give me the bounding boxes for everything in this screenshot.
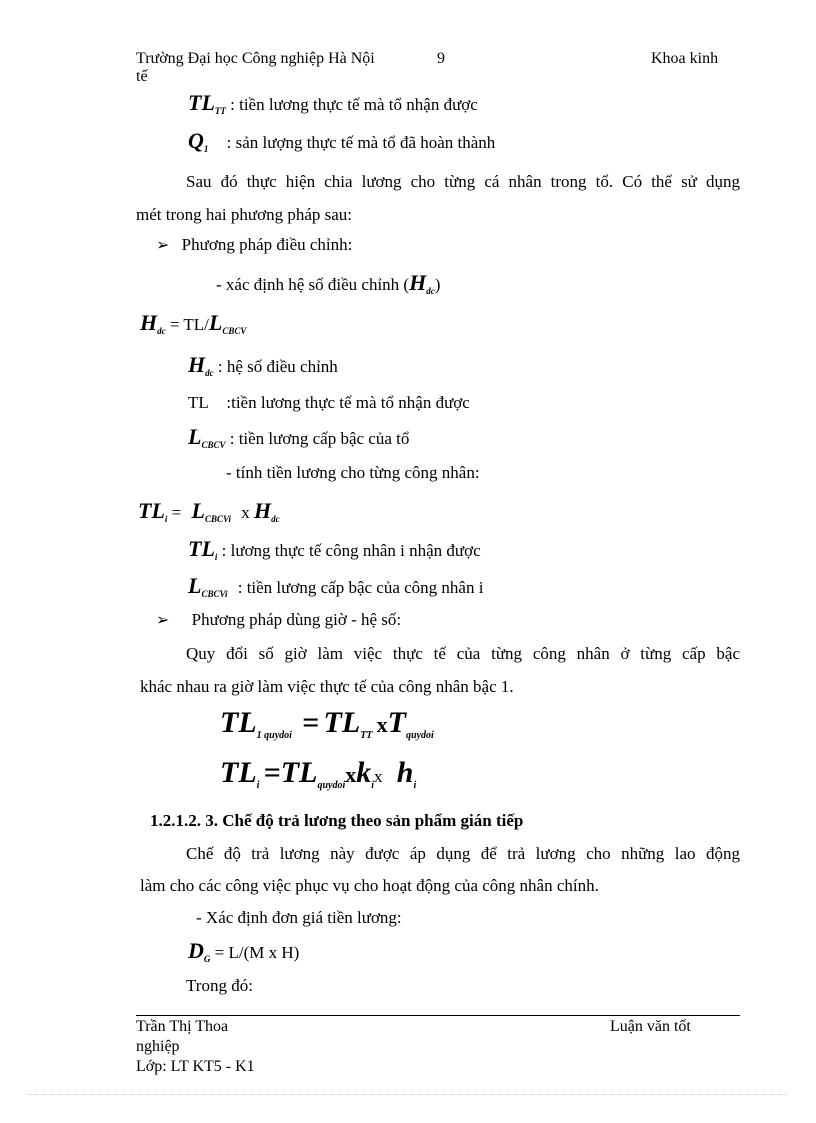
header-school: Trường Đại học Công nghiệp Hà Nội: [136, 50, 375, 67]
formula-tl1-quydoi: $TL_{1 quydoi} = TL_{TT}$ $xT_{quydoi}$: [220, 706, 434, 741]
def-tl: TL :tiền lương thực tế mà tổ nhận được: [188, 393, 470, 412]
header-page-number: 9: [437, 50, 445, 67]
trong-do-label: Trong đó:: [186, 976, 253, 995]
section-heading: 1.2.1.2. 3. Chế độ trả lương theo sản phẩm gián tiếp: [150, 811, 524, 830]
footer-doc-type: Luận văn tốt: [610, 1018, 691, 1035]
footer-class: Lớp: LT KT5 - K1: [136, 1058, 255, 1075]
header-faculty-cont: tế: [136, 68, 148, 85]
def-hdc: $H_{dc}$ : hệ số điều chỉnh: [188, 352, 338, 378]
para1-line2: mét trong hai phương pháp sau:: [136, 205, 353, 224]
formula-tli: $TL_i = L_{CBCVi}$ x $H_{dc}$: [138, 498, 280, 524]
footer-divider: [136, 1015, 740, 1016]
method2-line1: Quy đổi số giờ làm việc thực tế của từng công nhân ở từng cấp bậc: [186, 644, 740, 663]
footer-author: Trần Thị Thoa: [136, 1018, 229, 1035]
method1-heading: ➢ Phương pháp điều chỉnh:: [156, 235, 353, 254]
def-q1: $Q_1$ : sản lượng thực tế mà tổ đã hoàn thành: [188, 128, 496, 154]
formula-dg: $D_G = L/(M$ x H): [188, 938, 300, 964]
section-line1: Chế độ trả lương này được áp dụng để trả lương cho những lao động: [186, 844, 740, 863]
page-bottom-divider: [28, 1094, 788, 1095]
arrow-bullet-icon: ➢: [156, 612, 170, 629]
header-faculty: Khoa kinh: [651, 50, 719, 67]
formula-tli-quydoi: $TL_i =TL_{quydoi}xk_ix$ $h_i$: [220, 756, 417, 791]
method1-step2: - tính tiền lương cho từng công nhân:: [226, 463, 480, 482]
def-lcbcvi: $L_{CBCVi}$ : tiền lương cấp bậc của công nhân i: [188, 573, 484, 599]
method2-line2: khác nhau ra giờ làm việc thực tế của công nhân bậc 1.: [140, 677, 514, 696]
formula-hdc: $H_{dc} = TL/L_{CBCV}$: [140, 310, 247, 336]
section-line2: làm cho các công việc phục vụ cho hoạt động của công nhân chính.: [140, 876, 599, 895]
def-tltt: $TL_{TT}$ : tiền lương thực tế mà tổ nhận được: [188, 90, 478, 116]
para1-line1: Sau đó thực hiện chia lương cho từng cá nhân trong tổ. Có thể sử dụng: [186, 172, 740, 191]
method2-heading: ➢ Phương pháp dùng giờ - hệ số:: [156, 610, 402, 629]
def-lcbcv: $L_{CBCV}$ : tiền lương cấp bậc của tổ: [188, 424, 410, 450]
def-tli: $TL_i$ : lương thực tế công nhân i nhận được: [188, 536, 481, 562]
arrow-bullet-icon: ➢: [156, 237, 170, 254]
footer-doc-type-cont: nghiệp: [136, 1038, 180, 1055]
method1-step: - xác định hệ số điều chỉnh $(H_{dc})$: [216, 270, 441, 296]
section-step: - Xác định đơn giá tiền lương:: [196, 908, 402, 927]
